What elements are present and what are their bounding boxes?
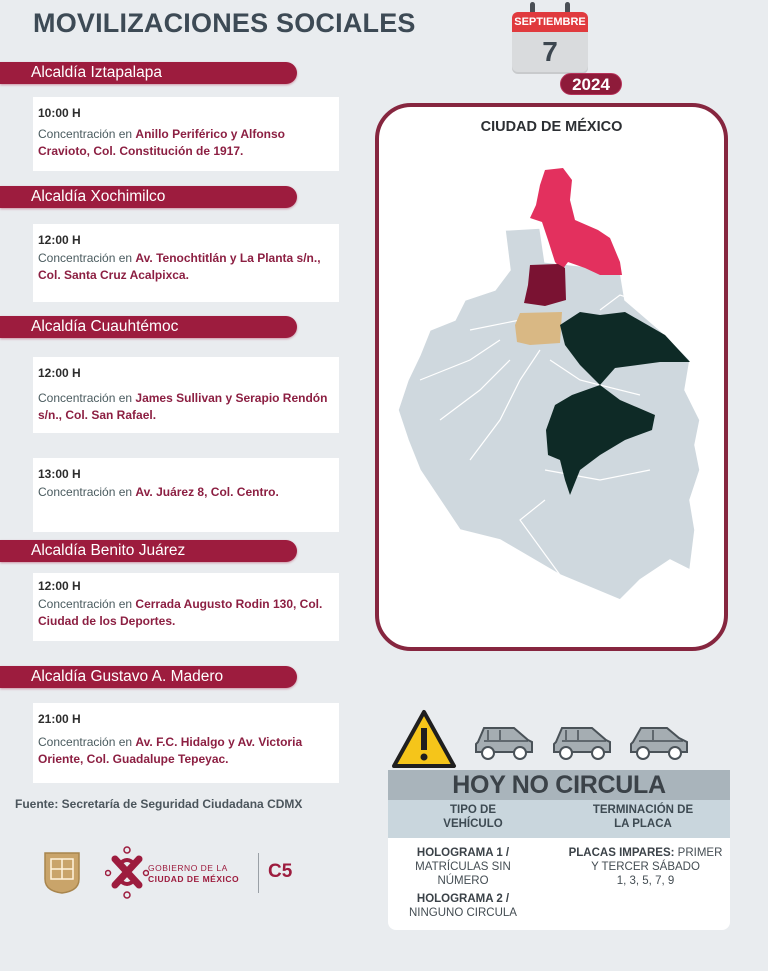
- calendar-month: SEPTIEMBRE: [512, 12, 588, 32]
- event-card: [33, 458, 339, 532]
- event-place: Av. Juárez 8, Col. Centro.: [135, 485, 279, 499]
- footer-logos: [40, 845, 310, 900]
- event-place: Av. F.C. Hidalgo y Av. Victoria Oriente, Col. Guadalupe Tepeyac.: [38, 735, 303, 766]
- event-time: 12:00 H: [38, 366, 81, 380]
- event-time: 10:00 H: [38, 106, 81, 120]
- hoy-no-circula-icons: [392, 708, 732, 772]
- placas-text: Y TERCER SÁBADO: [591, 861, 700, 873]
- event-card: [33, 224, 339, 302]
- event-description: [38, 596, 334, 630]
- holograma-2-text: NINGUNO CIRCULA: [409, 907, 517, 919]
- hoy-no-circula-table-header: [388, 800, 730, 838]
- year-badge: 2024: [560, 73, 622, 95]
- event-description: [38, 734, 334, 768]
- cdmx-shield-icon: [43, 851, 81, 895]
- gob-line-1: GOBIERNO DE LA: [148, 863, 228, 873]
- car-icon: [631, 728, 687, 759]
- map-panel: [375, 103, 728, 651]
- logo-divider: [258, 853, 259, 893]
- event-place: Av. Tenochtitlán y La Planta s/n., Col. Santa Cruz Acalpixca.: [38, 251, 321, 282]
- event-time: 21:00 H: [38, 712, 81, 726]
- event-description: [38, 390, 334, 424]
- warning-icon: [394, 712, 454, 766]
- event-lead: Concentración en: [38, 735, 136, 749]
- holograma-1-text: NÚMERO: [437, 875, 489, 887]
- holograma-2-label: HOLOGRAMA 2 /: [416, 893, 510, 905]
- event-description: [38, 250, 334, 284]
- car-icon: [476, 728, 532, 759]
- tipo-vehiculo-cell: [408, 846, 518, 920]
- alcaldia-header-gustavo-a-madero: Alcaldía Gustavo A. Madero: [0, 666, 297, 688]
- col-header-tipo-vehiculo: [428, 803, 518, 831]
- page-title: MOVILIZACIONES SOCIALES: [33, 8, 416, 38]
- holograma-1-text: MATRÍCULAS SIN: [415, 861, 511, 873]
- map-title: CIUDAD DE MÉXICO: [480, 119, 623, 135]
- hoy-no-circula-table-body: [388, 838, 730, 930]
- col-header-terminacion-placa: [578, 803, 708, 831]
- car-icon: [554, 728, 610, 759]
- event-place: James Sullivan y Serapio Rendón s/n., Col. San Rafael.: [38, 391, 328, 422]
- event-description: [38, 484, 334, 501]
- event-lead: Concentración en: [38, 251, 136, 265]
- alcaldia-header-cuauhtemoc: Alcaldía Cuauhtémoc: [0, 316, 297, 338]
- header-line: TIPO DE: [449, 804, 496, 816]
- event-card: [33, 97, 339, 171]
- terminacion-placa-cell: [563, 846, 728, 888]
- event-place: Anillo Periférico y Alfonso Cravioto, Col. Constitución de 1917.: [38, 127, 285, 158]
- alcaldia-header-benito-juarez: Alcaldía Benito Juárez: [0, 540, 297, 562]
- event-time: 13:00 H: [38, 467, 81, 481]
- alcaldia-header-iztapalapa: Alcaldía Iztapalapa: [0, 62, 297, 84]
- event-lead: Concentración en: [38, 597, 136, 611]
- header-line: TERMINACIÓN DE: [592, 804, 694, 816]
- event-description: [38, 126, 334, 160]
- hoy-no-circula-banner: HOY NO CIRCULA: [388, 770, 730, 800]
- gobierno-cdmx-logo-icon: [105, 845, 149, 900]
- event-place: Cerrada Augusto Rodin 130, Col. Ciudad de los Deportes.: [38, 597, 323, 628]
- placas-digits: 1, 3, 5, 7, 9: [616, 875, 675, 887]
- event-lead: Concentración en: [38, 391, 136, 405]
- event-time: 12:00 H: [38, 579, 81, 593]
- event-card: [33, 703, 339, 783]
- header-line: VEHÍCULO: [443, 818, 503, 830]
- header-line: LA PLACA: [614, 818, 672, 830]
- calendar-day: 7: [512, 32, 588, 72]
- holograma-1-label: HOLOGRAMA 1 /: [416, 847, 510, 859]
- event-card: [33, 357, 339, 433]
- placas-impares-label: PLACAS IMPARES:: [568, 847, 675, 859]
- gob-line-2: CIUDAD DE MÉXICO: [148, 874, 240, 884]
- gobierno-cdmx-text: [148, 863, 239, 885]
- event-lead: Concentración en: [38, 127, 136, 141]
- event-time: 12:00 H: [38, 233, 81, 247]
- event-lead: Concentración en: [38, 485, 136, 499]
- source-note: Fuente: Secretaría de Seguridad Ciudadana CDMX: [15, 797, 303, 811]
- event-card: [33, 573, 339, 641]
- c5-logo: C5: [268, 861, 293, 882]
- placas-text: PRIMER: [674, 847, 723, 859]
- calendar-icon: [512, 2, 588, 72]
- alcaldia-header-xochimilco: Alcaldía Xochimilco: [0, 186, 297, 208]
